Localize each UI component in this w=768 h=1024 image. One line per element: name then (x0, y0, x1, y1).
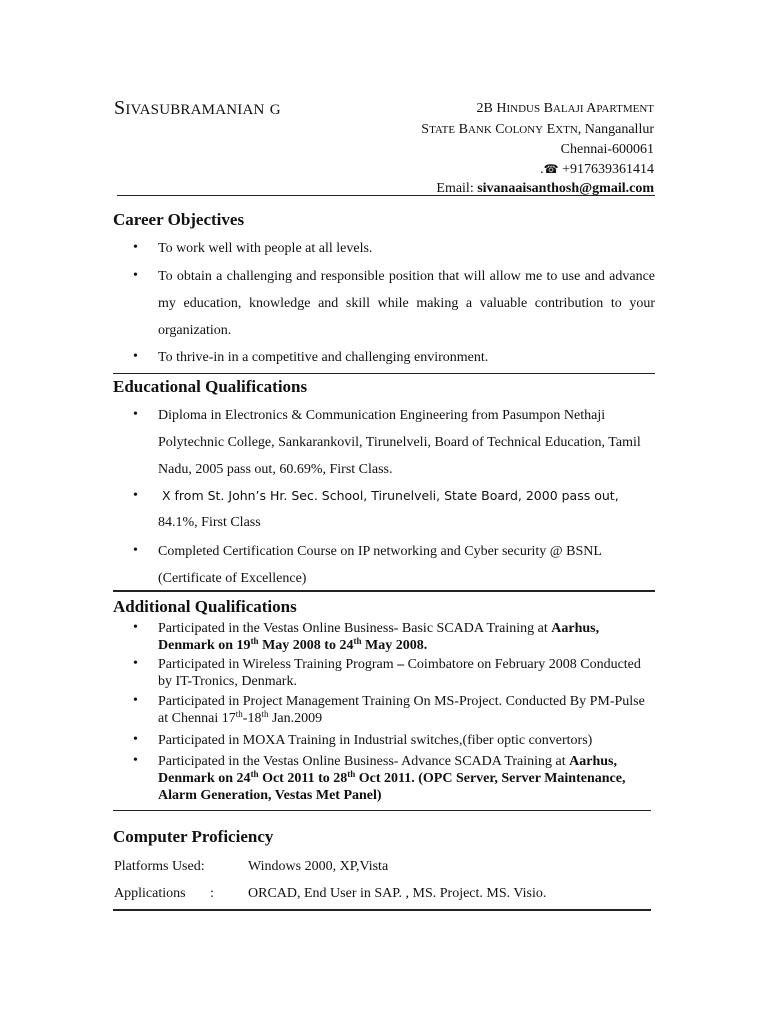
career-item-3: To thrive-in in a competitive and challenging environment. (158, 350, 489, 365)
name-initial: S (114, 97, 126, 119)
bullet: • (133, 543, 138, 558)
phone-number: +917639361414 (562, 161, 654, 177)
additional-item-4: Participated in MOXA Training in Industrial switches,(fiber optic convertors) (158, 733, 593, 748)
career-item-2: To obtain a challenging and responsible position that will allow me to use and advance my education, knowledge and skill while making a valuable contribution to your organization. (158, 269, 655, 338)
bullet: • (133, 693, 138, 708)
bullet: • (133, 488, 138, 503)
email-line: Email: sivanaaisanthosh@gmail.com (436, 181, 654, 196)
career-heading: Career Objectives (113, 210, 245, 229)
phone-line: .☎ +917639361414 (421, 160, 654, 180)
bullet: • (133, 656, 138, 671)
education-heading: Educational Qualifications (113, 377, 308, 396)
name-last: G (269, 102, 281, 118)
education-item-1: Diploma in Electronics & Communication Engineering from Pasumpon Nethaji Polytechnic College, Sankarankovil, Tirunelveli, Board of Technical Education, Tamil Nadu, 2005 pass out, 60.69%, First Class. (158, 408, 641, 477)
name-first: IVASUBRAMANIAN (125, 102, 265, 118)
applications-colon: : (210, 886, 214, 901)
education-item-2-cont: 84.1%, First Class (158, 515, 261, 530)
address-line-2: STATE BANK COLONY EXTN, Nanganallur (421, 121, 654, 137)
education-divider (113, 590, 655, 592)
bullet: • (133, 349, 138, 364)
telephone-icon: ☎ (543, 161, 559, 176)
platforms-value: Windows 2000, XP,Vista (248, 859, 389, 874)
address-block (421, 99, 654, 199)
education-item-2: X from St. John’s Hr. Sec. School, Tirunelveli, State Board, 2000 pass out, (162, 488, 619, 503)
computer-divider (113, 909, 651, 911)
address-city: Chennai-600061 (560, 142, 654, 157)
additional-heading: Additional Qualifications (113, 597, 297, 616)
computer-heading: Computer Proficiency (113, 827, 274, 846)
additional-item-5: Participated in the Vestas Online Business- Advance SCADA Training at Aarhus, Denmark on 24th Oct 2011 to 28th Oct 2011. (OPC Server, Server Maintenance, Alarm Generation, Vestas Met Panel) (158, 754, 626, 803)
additional-item-3: Participated in Project Management Training On MS-Project. Conducted By PM-Pulse at Chennai 17th-18th Jan.2009 (158, 694, 645, 726)
additional-item-2: Participated in Wireless Training Program – Coimbatore on February 2008 Conducted by IT-Tronics, Denmark. (158, 657, 641, 689)
bullet: • (133, 407, 138, 422)
applications-value: ORCAD, End User in SAP. , MS. Project. MS. Visio. (248, 886, 547, 901)
additional-item-1: Participated in the Vestas Online Business- Basic SCADA Training at Aarhus, Denmark on 19th May 2008 to 24th May 2008. (158, 621, 600, 653)
career-item-1: To work well with people at all levels. (158, 241, 373, 256)
additional-divider (113, 810, 651, 811)
bullet: • (133, 620, 138, 635)
bullet: • (133, 240, 138, 255)
header-divider (117, 195, 655, 196)
bullet: • (133, 753, 138, 768)
candidate-name (114, 97, 281, 120)
email-link[interactable]: sivanaaisanthosh@gmail.com (477, 181, 654, 196)
education-item-3: Completed Certification Course on IP networking and Cyber security @ BSNL (Certificate of Excellence) (158, 544, 602, 586)
applications-label: Applications (114, 886, 186, 901)
address-line-1: 2B HINDUS BALAJI APARTMENT (476, 101, 654, 116)
bullet: • (133, 268, 138, 283)
career-divider (113, 373, 655, 374)
bullet: • (133, 732, 138, 747)
platforms-label: Platforms Used: (114, 859, 205, 874)
